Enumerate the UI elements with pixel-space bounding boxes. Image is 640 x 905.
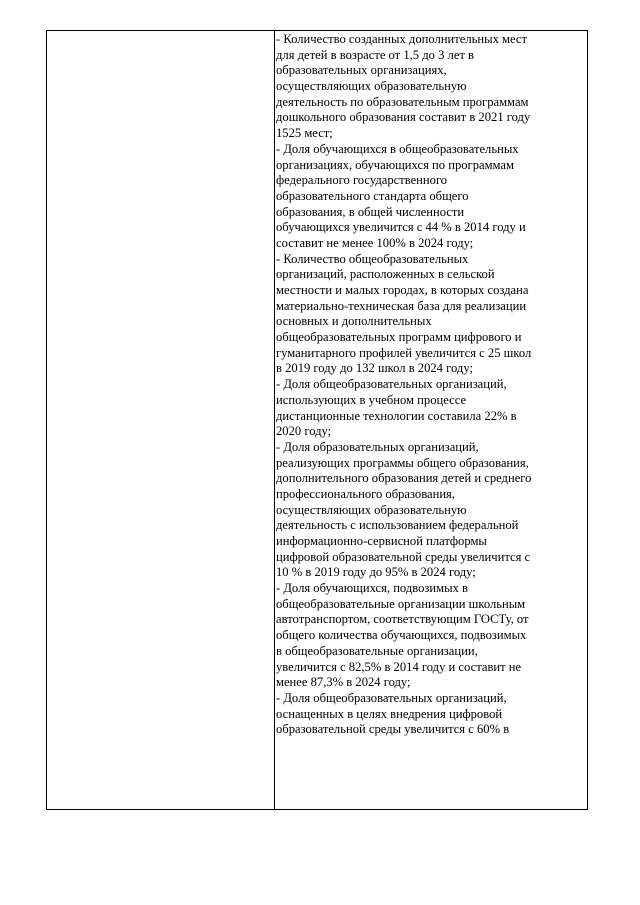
text-line: использующих в учебном процессе bbox=[276, 392, 467, 407]
text-line: цифровой образовательной среды увеличится с bbox=[276, 549, 531, 564]
text-line: реализующих программы общего образования, bbox=[276, 455, 529, 470]
text-line: автотранспортом, соответствующим ГОСТу, от bbox=[276, 612, 529, 627]
text-line: общеобразовательных программ цифрового и bbox=[276, 330, 522, 345]
text-line: общего количества обучающихся, подвозимых bbox=[276, 628, 527, 643]
text-line: образовательного стандарта общего bbox=[276, 188, 469, 203]
table-cell-right bbox=[275, 31, 587, 809]
table-cell-left bbox=[47, 31, 275, 809]
text-line: в 2019 году до 132 школ в 2024 году; bbox=[276, 361, 473, 376]
text-line: профессионального образования, bbox=[276, 486, 455, 501]
document-table bbox=[46, 30, 588, 810]
text-line: материально-техническая база для реализации bbox=[276, 298, 527, 313]
text-line: - Доля общеобразовательных организаций, bbox=[276, 690, 507, 705]
text-line: общеобразовательные организации школьным bbox=[276, 596, 526, 611]
text-line: увеличится с 82,5% в 2014 году и составит не bbox=[276, 659, 522, 674]
text-line: оснащенных в целях внедрения цифровой bbox=[276, 706, 503, 721]
text-line: федерального государственного bbox=[276, 173, 448, 188]
text-line: дошкольного образования составит в 2021 году bbox=[276, 110, 531, 125]
text-line: - Доля обучающихся в общеобразовательных bbox=[276, 141, 519, 156]
text-line: осуществляющих образовательную bbox=[276, 502, 467, 517]
text-line: информационно-сервисной платформы bbox=[276, 534, 487, 548]
text-line: обучающихся увеличится с 44 % в 2014 году и bbox=[276, 220, 526, 235]
text-line: образовательных организациях, bbox=[276, 63, 447, 78]
text-line: основных и дополнительных bbox=[276, 314, 432, 329]
text-line: организаций, расположенных в сельской bbox=[276, 267, 495, 282]
text-line: менее 87,3% в 2024 году; bbox=[276, 675, 411, 690]
text-line: гуманитарного профилей увеличится с 25 школ bbox=[276, 345, 532, 360]
text-line: в общеобразовательные организации, bbox=[276, 643, 478, 658]
text-line: осуществляющих образовательную bbox=[276, 79, 467, 94]
text-line: 10 % в 2019 году до 95% в 2024 году; bbox=[276, 565, 476, 580]
text-line: для детей в возрасте от 1,5 до 3 лет в bbox=[276, 47, 475, 62]
text-line: образовательной среды увеличится с 60% в bbox=[276, 722, 510, 737]
text-line: 2020 году; bbox=[276, 424, 332, 439]
text-line: - Количество созданных дополнительных мест bbox=[276, 32, 527, 46]
text-line: местности и малых городах, в которых создана bbox=[276, 283, 529, 297]
text-line: дистанционные технологии составила 22% в bbox=[276, 408, 517, 423]
text-line: организациях, обучающихся по программам bbox=[276, 157, 514, 172]
text-line: деятельность с использованием федеральной bbox=[276, 518, 519, 533]
text-line: дополнительного образования детей и среднего bbox=[276, 471, 532, 486]
text-line: - Количество общеобразовательных bbox=[276, 251, 469, 266]
text-line: 1525 мест; bbox=[276, 126, 333, 141]
text-line: образования, в общей численности bbox=[276, 204, 465, 219]
text-line: деятельность по образовательным программам bbox=[276, 94, 529, 109]
text-line: - Доля образовательных организаций, bbox=[276, 439, 479, 454]
text-line: - Доля общеобразовательных организаций, bbox=[276, 377, 507, 392]
text-line: - Доля обучающихся, подвозимых в bbox=[276, 581, 468, 596]
text-line: составит не менее 100% в 2024 году; bbox=[276, 235, 474, 250]
